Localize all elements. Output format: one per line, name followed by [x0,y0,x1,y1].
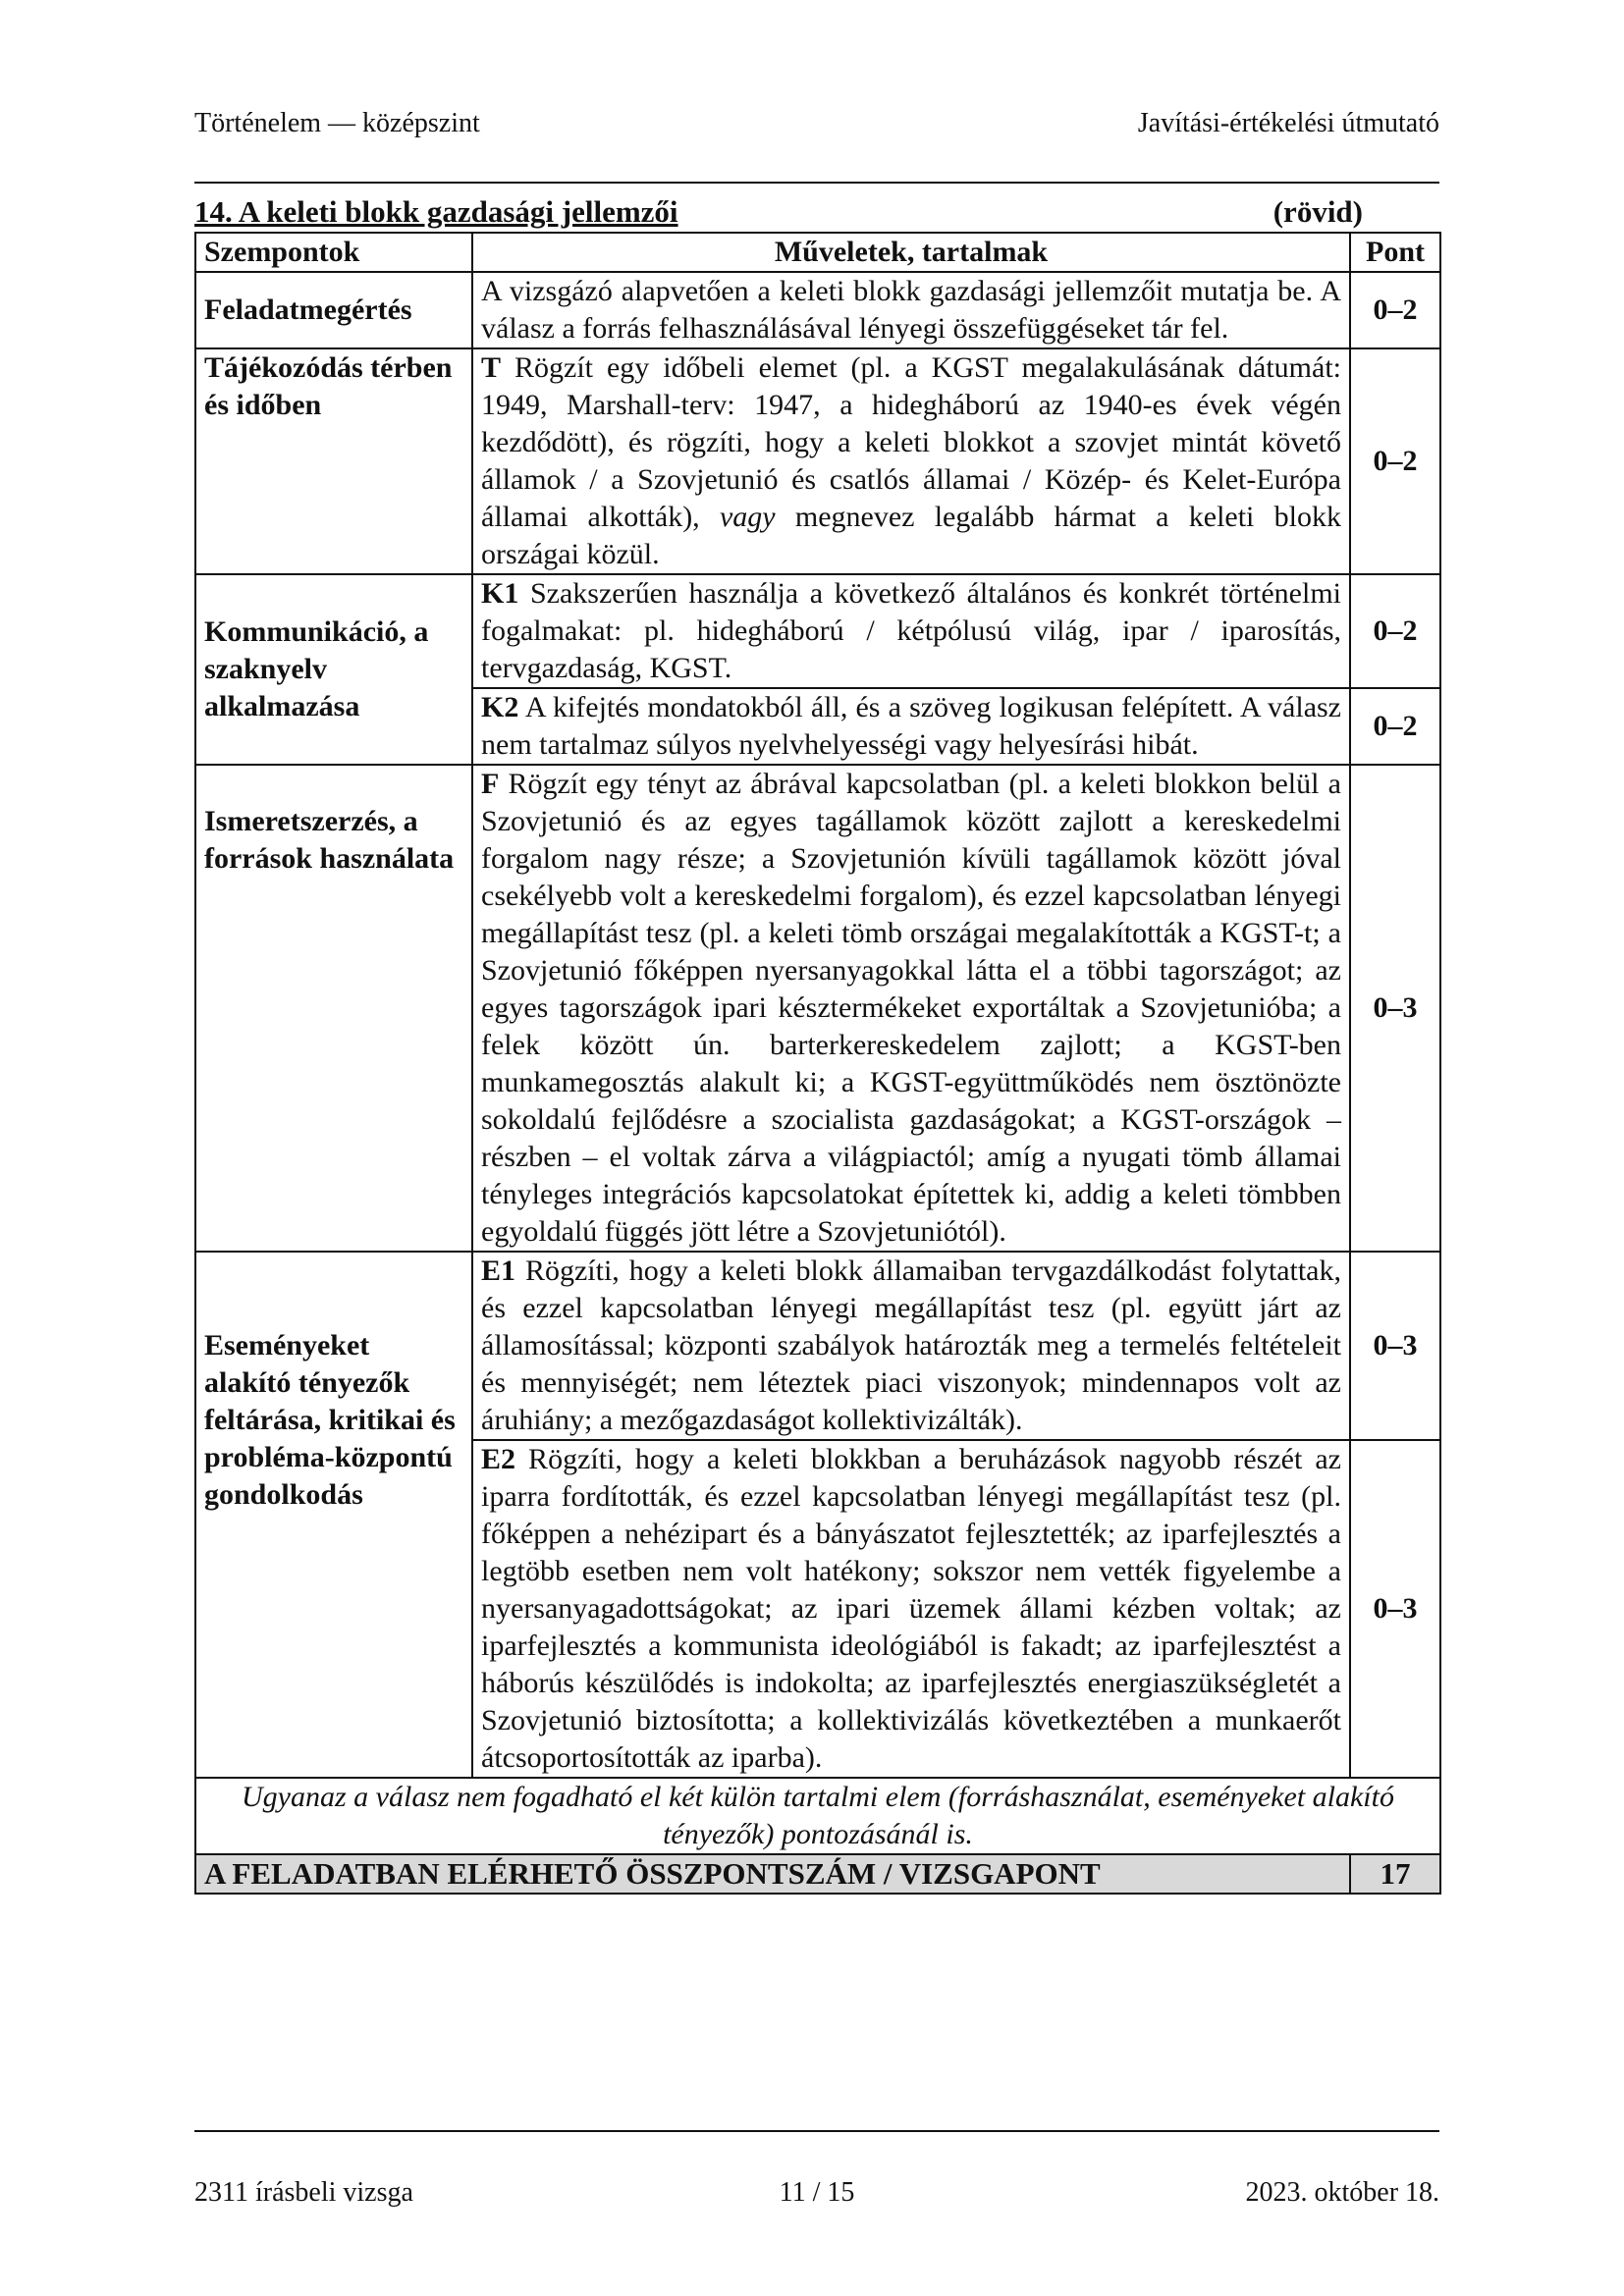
criterion-cell: Eseményeket alakító tényezők feltárása, kritikai és probléma-központú gondolkodás [195,1252,472,1778]
task-type: (rövid) [1272,194,1363,229]
item-code: E1 [481,1255,516,1287]
item-text: megnevez legalább hármat a keleti blokk országai közül. [481,501,1341,570]
content-cell [472,1252,1350,1440]
table-row [195,1252,1440,1440]
item-text: Rögzíti, hogy a keleti blokkban a beruházások nagyobb részét az iparra fordították, és ezzel kapcsolatban lényegi megállapítást tesz (pl. főképpen a nehézipart és a bányászatot fejlesztették; az iparfejlesztés a legtöbb esetben nem volt hatékony; sokszor nem vették figyelembe a nyersanyagadottságokat; az ipari üzemek állami kézben voltak; az iparfejlesztés a kommunista ideológiából is fakadt; az iparfejlesztést a háborús készülődés is indokolta; az iparfejlesztés energiaszükségletét a Szovjetunió biztosította; a kollektivizálás következtében a munkaerőt átcsoportosították az iparba). [481,1443,1341,1774]
content-cell [472,765,1350,1252]
points-cell: 0–2 [1350,574,1440,688]
points-cell: 0–3 [1350,1252,1440,1440]
item-text: Rögzít egy időbeli elemet (pl. a KGST megalakulásának dátumát: 1949, Marshall-terv: 1947, a hidegháború az 1940-es évek végén kezdődött), és rögzíti, hogy a keleti blokkot a szovjet mintát követő államok / a Szovjetunió és csatlós államai / Közép- és Kelet-Európa államai alkották), [481,351,1341,533]
footer-date: 2023. október 18. [1245,2177,1440,2208]
column-header-criteria: Szempontok [195,233,472,272]
item-code: E2 [481,1443,516,1475]
points-cell: 0–2 [1350,272,1440,348]
header-doc-type: Javítási-értékelési útmutató [1137,108,1439,138]
footer-divider [194,2130,1439,2132]
task-heading [194,194,1363,230]
content-cell [472,574,1350,688]
table-row [195,765,1440,1252]
item-text: Szakszerűen használja a következő általános és konkrét történelmi fogalmakat: pl. hidegháború / kétpólusú világ, ipar / iparosítás, tervgazdaság, KGST. [481,577,1341,684]
criterion-cell: Kommunikáció, a szaknyelv alkalmazása [195,574,472,765]
item-code: K1 [481,577,519,610]
item-text: Rögzít egy tényt az ábrával kapcsolatban (pl. a keleti blokkon belül a Szovjetunió és az egyes tagállamok között zajlott a kereskedelmi forgalom nagy része; a Szovjetunión kívüli tagállamok között jóval csekélyebb volt a kereskedelmi forgalom), és ezzel kapcsolatban lényegi megállapítást tesz (pl. a keleti tömb országai megalakították a KGST-t; a Szovjetunió főképpen nyersanyagokkal látta el a többi tagországot; az egyes tagországok ipari késztermékeket exportáltak a Szovjetunióba; a felek között ún. barterkereskedelem zajlott; a KGST-ben munkamegosztás alakult ki; a KGST-együttműködés nem ösztönözte sokoldalú fejlődésre a szocialista gazdaságokat; a KGST-országok – részben – el voltak zárva a világpiactól; amíg a nyugati tömb államai tényleges integrációs kapcsolatokat építettek ki, addig a keleti tömbben egyoldalú függés jött létre a Szovjetuniótól). [481,768,1341,1248]
content-cell [472,688,1350,765]
criterion-cell: Ismeretszerzés, a források használata [195,765,472,1252]
column-header-content: Műveletek, tartalmak [472,233,1350,272]
total-label: A FELADATBAN ELÉRHETŐ ÖSSZPONTSZÁM / VIZSGAPONT [195,1854,1350,1894]
note-text: Ugyanaz a válasz nem fogadható el két külön tartalmi elem (forráshasználat, eseményeket alakító tényezők) pontozásánál is. [195,1778,1440,1854]
page-header [194,108,1439,139]
column-header-points: Pont [1350,233,1440,272]
item-text: A kifejtés mondatokból áll, és a szöveg logikusan felépített. A válasz nem tartalmaz súlyos nyelvhelyességi vagy helyesírási hibát. [481,691,1341,761]
content-cell [472,348,1350,574]
table-row [195,272,1440,348]
item-code: K2 [481,691,519,723]
table-row [195,574,1440,688]
item-code: F [481,768,500,800]
content-cell [472,1440,1350,1778]
header-subject: Történelem — középszint [194,108,480,138]
scoring-table [194,232,1441,1895]
table-row [195,348,1440,574]
criterion-cell: Feladatmegértés [195,272,472,348]
points-cell: 0–2 [1350,348,1440,574]
total-row [195,1854,1440,1894]
page-footer [194,2177,1439,2209]
points-cell: 0–3 [1350,1440,1440,1778]
points-cell: 0–2 [1350,688,1440,765]
table-header-row [195,233,1440,272]
header-divider [194,182,1439,184]
task-title: 14. A keleti blokk gazdasági jellemzői [194,194,678,229]
points-cell: 0–3 [1350,765,1440,1252]
total-points: 17 [1350,1854,1440,1894]
page-number: 11 / 15 [779,2177,855,2208]
note-row [195,1778,1440,1854]
item-text: Rögzíti, hogy a keleti blokk államaiban tervgazdálkodást folytattak, és ezzel kapcsolatban lényegi megállapítást tesz (pl. együtt járt az államosítással; központi szabályok határozták meg a termelés feltételeit és mennyiségét; nem léteztek piaci viszonyok; mindennapos volt az áruhiány; a mezőgazdaságot kollektivizálták). [481,1255,1341,1436]
item-code: T [481,351,502,384]
item-text-italic: vagy [719,501,776,533]
footer-exam-code: 2311 írásbeli vizsga [194,2177,413,2208]
criterion-cell: Tájékozódás térben és időben [195,348,472,574]
content-cell: A vizsgázó alapvetően a keleti blokk gazdasági jellemzőit mutatja be. A válasz a forrás felhasználásával lényegi összefüggéseket tár fel. [472,272,1350,348]
